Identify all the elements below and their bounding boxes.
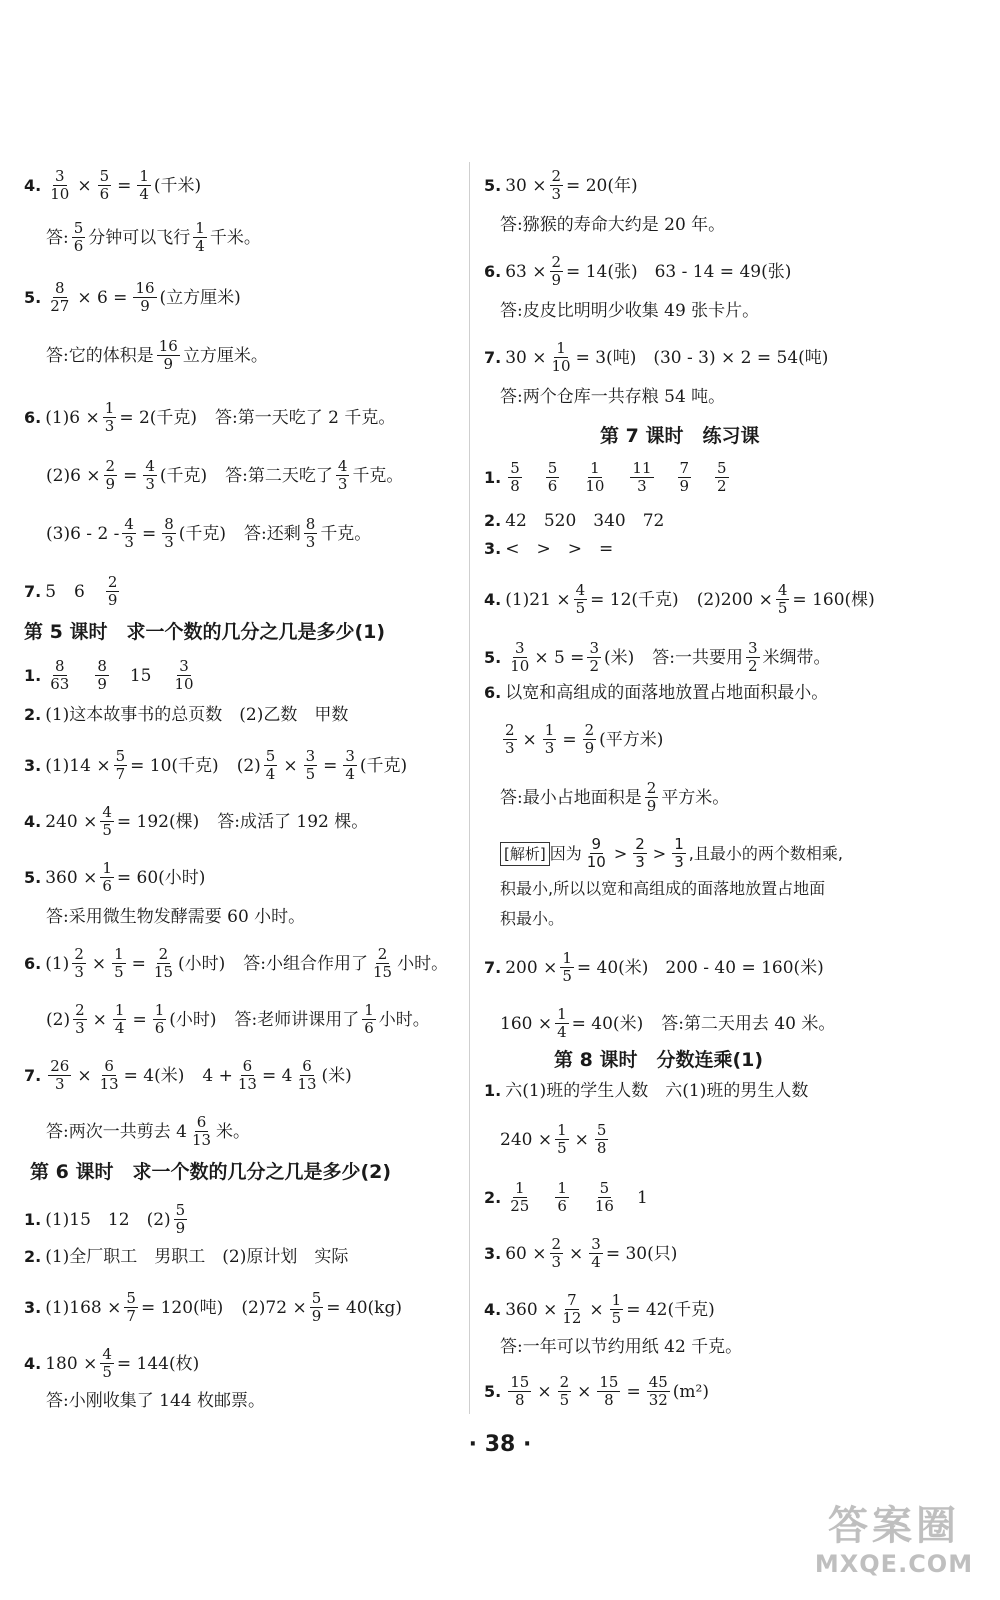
fraction [48,168,71,203]
fraction [173,658,196,693]
fraction-numerator: 4 [124,515,134,533]
fraction [106,574,120,609]
fraction-denominator: 3 [54,1075,65,1093]
fraction [776,582,790,617]
fraction-numerator: 2 [551,253,562,271]
fraction-numerator: 3 [345,747,355,765]
fraction [48,1058,71,1093]
fraction [362,1002,376,1037]
fraction-denominator: 8 [604,1391,614,1409]
fraction-denominator: 3 [505,739,515,757]
analysis-note: [解析] 因为 $\frac{9}{10}$ > $\frac{2}{3}$ > $\frac{1}{3}$ ,且最小的两个数相乘, [500,836,843,871]
fraction-denominator: 3 [551,185,562,203]
fraction [550,1236,564,1271]
fraction-numerator: 6 [242,1057,253,1075]
fraction-numerator: 6 [196,1113,207,1131]
fraction [508,460,522,495]
fraction-numerator: 8 [54,279,65,297]
fraction-denominator: 16 [594,1197,614,1215]
answer-r7-ans: 答:两个仓库一共存粮 54 吨。 [500,387,726,407]
answer-r5-ans: 答:猕猴的寿命大约是 20 年。 [500,215,726,235]
fraction-denominator: 7 [115,765,126,783]
fraction-denominator: 3 [635,853,645,871]
fraction-denominator: 6 [154,1019,165,1037]
fraction-numerator: 3 [54,167,65,185]
fraction-denominator: 5 [611,1309,622,1327]
fraction [124,1290,138,1325]
answer-s5-5-ans: 答:采用微生物发酵需要 60 小时。 [46,907,306,927]
fraction-numerator: 5 [99,167,110,185]
fraction-numerator: 2 [105,457,116,475]
fraction-denominator: 10 [510,657,530,675]
fraction-denominator: 15 [153,963,173,981]
fraction-numerator: 2 [551,167,562,185]
answer-r6-ans: 答:皮皮比明明少收集 49 张卡片。 [500,301,760,321]
fraction-numerator: 6 [302,1057,312,1075]
answer-s5-6-1: 6. (1) $\frac{2}{3}$ × $\frac{1}{5}$ = $\frac{2}{15}$ (小时) 答:小组合作用了 $\frac{2}{15}$ 小时。 [24,945,449,981]
fraction [112,946,126,981]
fraction-numerator: 5 [547,459,558,477]
fraction-denominator: 10 [585,477,605,495]
answer-r5: 5. 30 × $\frac{2}{3}$ = 20(年) [484,167,638,203]
fraction-denominator: 3 [305,533,316,551]
answer-l6-1: 6. (1)6 × $\frac{1}{3}$ = 2(千克) 答:第一天吃了 2 千克。 [24,399,396,435]
fraction-denominator: 6 [99,185,110,203]
fraction-denominator: 10 [50,185,70,203]
analysis-note-2: 积最小,所以以宽和高组成的面落地放置占地面 [500,879,826,898]
answer-s7-6: 6. 以宽和高组成的面落地放置占地面积最小。 [484,683,829,703]
fraction-numerator: 5 [73,219,84,237]
fraction-numerator: 1 [544,721,555,739]
fraction-denominator: 8 [514,1391,525,1409]
fraction-numerator: 2 [559,1373,570,1391]
fraction-denominator: 9 [97,675,107,693]
fraction [103,400,117,435]
fraction [152,946,175,981]
fraction [715,460,729,495]
fraction-numerator: 5 [510,459,520,477]
fraction-denominator: 4 [557,1023,567,1041]
fraction-numerator: 1 [154,1001,165,1019]
fraction-denominator: 3 [124,533,134,551]
fraction [503,722,517,757]
answer-l4-ans: 答: $\frac{5}{6}$ 分钟可以飞行 $\frac{1}{4}$ 千米。 [46,219,261,255]
fraction [508,640,531,675]
fraction-denominator: 6 [102,877,112,895]
fraction-numerator: 3 [591,1235,601,1253]
fraction [143,458,157,493]
fraction [546,460,560,495]
fraction-denominator: 4 [139,185,149,203]
fraction-denominator: 2 [717,477,727,495]
answer-s7-4: 4. (1)21 × $\frac{4}{5}$ = 12(千克) (2)200 × $\frac{4}{5}$ = 160(棵) [484,581,875,617]
fraction-numerator: 8 [97,657,107,675]
fraction [746,640,760,675]
fraction-numerator: 4 [337,457,348,475]
fraction [72,946,86,981]
answer-s6-1: 1. (1)15 12 (2) $\frac{5}{9}$ [24,1201,186,1237]
fraction-numerator: 2 [635,835,645,853]
answer-s5-1: 1. $\frac{8}{63}$ $\frac{8}{9}$ 15 $\frac{3}{10}$ [24,657,194,693]
fraction-numerator: 2 [74,945,84,963]
fraction-numerator: 1 [557,1121,567,1139]
fraction-numerator: 26 [50,1057,70,1075]
fraction [585,836,608,871]
fraction-numerator: 1 [114,1001,125,1019]
fraction [550,168,564,203]
fraction [137,168,151,203]
fraction [595,1122,609,1157]
answer-s7-6-ans: 答:最小占地面积是 $\frac{2}{9}$ 平方米。 [500,779,730,815]
fraction-numerator: 5 [717,459,727,477]
lesson-8-heading: 第 8 课时 分数连乘(1) [554,1049,764,1071]
fraction-denominator: 6 [73,237,84,255]
fraction-denominator: 9 [646,797,657,815]
fraction-numerator: 3 [589,639,599,657]
answer-s7-7-2: 160 × $\frac{1}{4}$ = 40(米) 答:第二天用去 40 米。 [500,1005,836,1041]
fraction-numerator: 9 [591,835,602,853]
fraction [114,748,128,783]
answer-s6-4: 4. 180 × $\frac{4}{5}$ = 144(枚) [24,1345,200,1381]
fraction-numerator: 1 [104,399,115,417]
answer-s5-6-2: (2) $\frac{2}{3}$ × $\frac{1}{4}$ = $\frac{1}{6}$ (小时) 答:老师讲课用了 $\frac{1}{6}$ 小时。 [46,1001,430,1037]
answer-r6: 6. 63 × $\frac{2}{9}$ = 14(张) 63 - 14 = 49(张) [484,253,792,289]
fraction-denominator: 3 [674,853,684,871]
fraction [190,1114,213,1149]
answer-s5-2: 2. (1)这本故事书的总页数 (2)乙数 甲数 [24,705,349,725]
fraction [555,1006,569,1041]
fraction-denominator: 9 [175,1219,186,1237]
fraction-numerator: 2 [377,945,388,963]
fraction-denominator: 3 [104,417,115,435]
lesson-7-heading: 第 7 课时 练习课 [600,425,760,447]
answer-s8-1: 1. 六(1)班的学生人数 六(1)班的男生人数 [484,1081,809,1101]
fraction-numerator: 4 [777,581,788,599]
fraction-numerator: 5 [596,1121,607,1139]
fraction-numerator: 1 [195,219,205,237]
fraction [508,1374,531,1409]
fraction-numerator: 6 [104,1057,114,1075]
fraction-numerator: 16 [135,279,155,297]
fraction [583,460,606,495]
watermark-title: 答案圈 [828,1503,960,1549]
answer-s5-7-ans: 答:两次一共剪去 4 $\frac{6}{13}$ 米。 [46,1113,251,1149]
fraction-numerator: 2 [551,1235,562,1253]
fraction-denominator: 3 [74,963,84,981]
fraction-numerator: 1 [114,945,124,963]
answer-s5-4: 4. 240 × $\frac{4}{5}$ = 192(棵) 答:成活了 192 棵。 [24,803,369,839]
fraction [583,722,597,757]
page-number: · 38 · [468,1432,532,1457]
fraction-numerator: 11 [632,459,652,477]
fraction-denominator: 3 [637,477,647,495]
fraction-denominator: 9 [140,297,150,315]
fraction [95,658,109,693]
fraction-denominator: 4 [591,1253,601,1271]
fraction [558,1374,572,1409]
fraction-denominator: 13 [297,1075,317,1093]
fraction [100,1346,114,1381]
fraction-numerator: 8 [54,657,65,675]
fraction [73,1002,87,1037]
fraction-numerator: 5 [126,1289,136,1307]
fraction-numerator: 1 [590,459,600,477]
fraction [48,280,71,315]
answer-s7-1: 1. $\frac{5}{8}$ $\frac{5}{6}$ $\frac{1}{10}$ $\frac{11}{3}$ $\frac{7}{9}$ $\frac{5}{2}$ [484,459,727,495]
answer-s7-6-calc: $\frac{2}{3}$ × $\frac{1}{3}$ = $\frac{2}{9}$ (平方米) [505,721,664,757]
fraction-numerator: 3 [305,747,316,765]
fraction-numerator: 2 [584,721,595,739]
column-divider [469,162,470,1414]
fraction-numerator: 3 [747,639,758,657]
fraction-denominator: 10 [551,357,571,375]
fraction-denominator: 5 [777,599,788,617]
fraction-denominator: 5 [114,963,124,981]
fraction [574,582,588,617]
fraction [550,340,573,375]
fraction [310,1290,324,1325]
answer-s8-4-ans: 答:一年可以节约用纸 42 千克。 [500,1337,743,1357]
answer-l5: 5. $\frac{8}{27}$ × 6 = $\frac{16}{9}$ (立方厘米) [24,279,241,315]
fraction-denominator: 63 [50,675,70,693]
fraction-numerator: 15 [599,1373,619,1391]
fraction-denominator: 6 [557,1197,567,1215]
fraction-denominator: 15 [373,963,393,981]
fraction-numerator: 5 [115,747,126,765]
answer-s8-5: 5. $\frac{15}{8}$ × $\frac{2}{5}$ × $\frac{15}{8}$ = $\frac{45}{32}$ (m²) [484,1373,709,1409]
fraction [48,658,71,693]
fraction-numerator: 2 [107,573,118,591]
fraction [589,1236,603,1271]
fraction-numerator: 2 [505,721,515,739]
fraction-denominator: 9 [551,271,562,289]
fraction-numerator: 4 [575,581,586,599]
fraction [508,1180,531,1215]
fraction [555,1180,569,1215]
fraction-numerator: 1 [611,1291,622,1309]
fraction-numerator: 8 [164,515,174,533]
fraction-denominator: 13 [237,1075,257,1093]
fraction-denominator: 5 [305,765,316,783]
fraction-numerator: 1 [562,949,572,967]
fraction [610,1292,624,1327]
fraction-denominator: 9 [311,1307,322,1325]
fraction [597,1374,620,1409]
fraction [560,1292,583,1327]
fraction-denominator: 5 [557,1139,567,1157]
fraction [295,1058,318,1093]
fraction-denominator: 5 [102,1363,112,1381]
fraction-denominator: 6 [547,477,558,495]
fraction-denominator: 4 [345,765,355,783]
fraction-numerator: 45 [648,1373,668,1391]
fraction [153,1002,167,1037]
answer-l7: 7. 5 6 $\frac{2}{9}$ [24,573,118,609]
fraction-numerator: 5 [311,1289,322,1307]
fraction [72,220,86,255]
fraction-denominator: 9 [584,739,595,757]
fraction-denominator: 3 [145,475,155,493]
fraction [193,220,207,255]
fraction-numerator: 1 [514,1179,525,1197]
fraction [678,460,692,495]
fraction-numerator: 1 [674,835,684,853]
lesson-5-heading: 第 5 课时 求一个数的几分之几是多少(1) [24,621,386,643]
fraction [336,458,350,493]
fraction [122,516,136,551]
fraction-denominator: 12 [562,1309,582,1327]
fraction-denominator: 7 [126,1307,136,1325]
answer-s5-5: 5. 360 × $\frac{1}{6}$ = 60(小时) [24,859,206,895]
fraction-numerator: 1 [557,1005,567,1023]
fraction-numerator: 4 [145,457,155,475]
fraction [100,860,114,895]
lesson-6-heading: 第 6 课时 求一个数的几分之几是多少(2) [30,1161,392,1183]
fraction-denominator: 2 [589,657,599,675]
answer-s7-5: 5. $\frac{3}{10}$ × 5 = $\frac{3}{2}$ (米) 答:一共要用 $\frac{3}{2}$ 米绸带。 [484,639,831,675]
answer-s8-2: 2. $\frac{1}{25}$ $\frac{1}{6}$ $\frac{5}{16}$ 1 [484,1179,648,1215]
answer-r7: 7. 30 × $\frac{1}{10}$ = 3(吨) (30 - 3) × 2 = 54(吨) [484,339,829,375]
fraction-denominator: 3 [164,533,174,551]
fraction [304,748,318,783]
fraction [304,516,318,551]
fraction-denominator: 5 [559,1391,570,1409]
watermark-url: MXQE.COM [814,1550,974,1578]
fraction-denominator: 8 [510,477,520,495]
fraction-denominator: 4 [195,237,205,255]
watermark-logo [806,1502,982,1592]
fraction-denominator: 3 [75,1019,85,1037]
fraction-numerator: 7 [679,459,690,477]
fraction-denominator: 27 [50,297,70,315]
fraction-numerator: 7 [567,1291,577,1309]
fraction-numerator: 8 [305,515,316,533]
fraction-numerator: 2 [75,1001,85,1019]
fraction [162,516,176,551]
fraction-denominator: 3 [544,739,555,757]
fraction-denominator: 10 [174,675,194,693]
fraction [587,640,601,675]
fraction [371,946,394,981]
fraction-denominator: 2 [747,657,758,675]
fraction [633,836,647,871]
answer-s8-4: 4. 360 × $\frac{7}{12}$ × $\frac{1}{5}$ = 42(千克) [484,1291,715,1327]
fraction [98,1058,121,1093]
answer-s6-4-ans: 答:小刚收集了 144 枚邮票。 [46,1391,265,1411]
answer-l6-2: (2)6 × $\frac{2}{9}$ = $\frac{4}{3}$ (千克) 答:第二天吃了 $\frac{4}{3}$ 千克。 [46,457,404,493]
fraction [133,280,156,315]
fraction-numerator: 2 [646,779,657,797]
fraction-numerator: 3 [179,657,189,675]
fraction-numerator: 5 [175,1201,186,1219]
answer-l6-3: (3)6 - 2 - $\frac{4}{3}$ = $\frac{8}{3}$ (千克) 答:还剩 $\frac{8}{3}$ 千克。 [46,515,372,551]
fraction [104,458,118,493]
fraction [543,722,557,757]
fraction-denominator: 9 [105,475,116,493]
answer-s6-3: 3. (1)168 × $\frac{5}{7}$ = 120(吨) (2)72 × $\frac{5}{9}$ = 40(kg) [24,1289,402,1325]
fraction-denominator: 13 [99,1075,119,1093]
answer-l4: 4. $\frac{3}{10}$ × $\frac{5}{6}$ = $\frac{1}{4}$ (千米) [24,167,202,203]
fraction-numerator: 4 [102,803,112,821]
analysis-tag: [解析] [500,842,550,866]
answer-l5-ans: 答:它的体积是 $\frac{16}{9}$ 立方厘米。 [46,337,268,373]
fraction-denominator: 8 [596,1139,607,1157]
fraction-denominator: 9 [679,477,690,495]
fraction-numerator: 4 [102,1345,112,1363]
fraction [174,1202,188,1237]
fraction [630,460,653,495]
fraction-denominator: 4 [114,1019,125,1037]
analysis-note-3: 积最小。 [500,909,565,928]
fraction [113,1002,127,1037]
fraction [560,950,574,985]
fraction-numerator: 5 [599,1179,610,1197]
fraction-numerator: 1 [139,167,149,185]
fraction-denominator: 9 [107,591,118,609]
fraction [645,780,659,815]
fraction-denominator: 6 [364,1019,374,1037]
fraction [264,748,278,783]
fraction-numerator: 16 [158,337,178,355]
fraction-numerator: 2 [158,945,169,963]
fraction-numerator: 5 [265,747,276,765]
fraction-numerator: 15 [510,1373,530,1391]
answer-s7-7: 7. 200 × $\frac{1}{5}$ = 40(米) 200 - 40 = 160(米) [484,949,824,985]
fraction [550,254,564,289]
fraction [100,804,114,839]
answer-s6-2: 2. (1)全厂职工 男职工 (2)原计划 实际 [24,1247,349,1267]
fraction-denominator: 3 [551,1253,562,1271]
fraction-denominator: 4 [265,765,276,783]
answer-s8-1-calc: 240 × $\frac{1}{5}$ × $\frac{5}{8}$ [500,1121,607,1157]
fraction-denominator: 13 [191,1131,212,1149]
fraction-denominator: 9 [163,355,174,373]
fraction [157,338,180,373]
fraction-numerator: 3 [514,639,525,657]
answer-s7-2: 2. 42 520 340 72 [484,511,665,531]
fraction-denominator: 3 [337,475,348,493]
answer-s5-3: 3. (1)14 × $\frac{5}{7}$ = 10(千克) (2) $\frac{5}{4}$ × $\frac{3}{5}$ = $\frac{3}{4}$ (千克) [24,747,408,783]
fraction [343,748,357,783]
answer-s8-3: 3. 60 × $\frac{2}{3}$ × $\frac{3}{4}$ = 30(只) [484,1235,678,1271]
fraction-denominator: 5 [102,821,112,839]
fraction-denominator: 10 [586,853,606,871]
fraction-denominator: 5 [575,599,586,617]
fraction-numerator: 1 [557,1179,567,1197]
answer-s7-3: 3. < > > = [484,539,614,559]
fraction-numerator: 1 [556,339,566,357]
answer-s5-7: 7. $\frac{26}{3}$ × $\frac{6}{13}$ = 4(米) 4 + $\frac{6}{13}$ = 4 $\frac{6}{13}$ (米) [24,1057,352,1093]
fraction [555,1122,569,1157]
fraction-denominator: 5 [562,967,572,985]
fraction [236,1058,259,1093]
fraction-denominator: 32 [648,1391,668,1409]
fraction [593,1180,616,1215]
fraction [98,168,112,203]
fraction-denominator: 25 [510,1197,530,1215]
fraction-numerator: 1 [102,859,112,877]
fraction [672,836,686,871]
fraction [647,1374,670,1409]
fraction-numerator: 1 [364,1001,374,1019]
